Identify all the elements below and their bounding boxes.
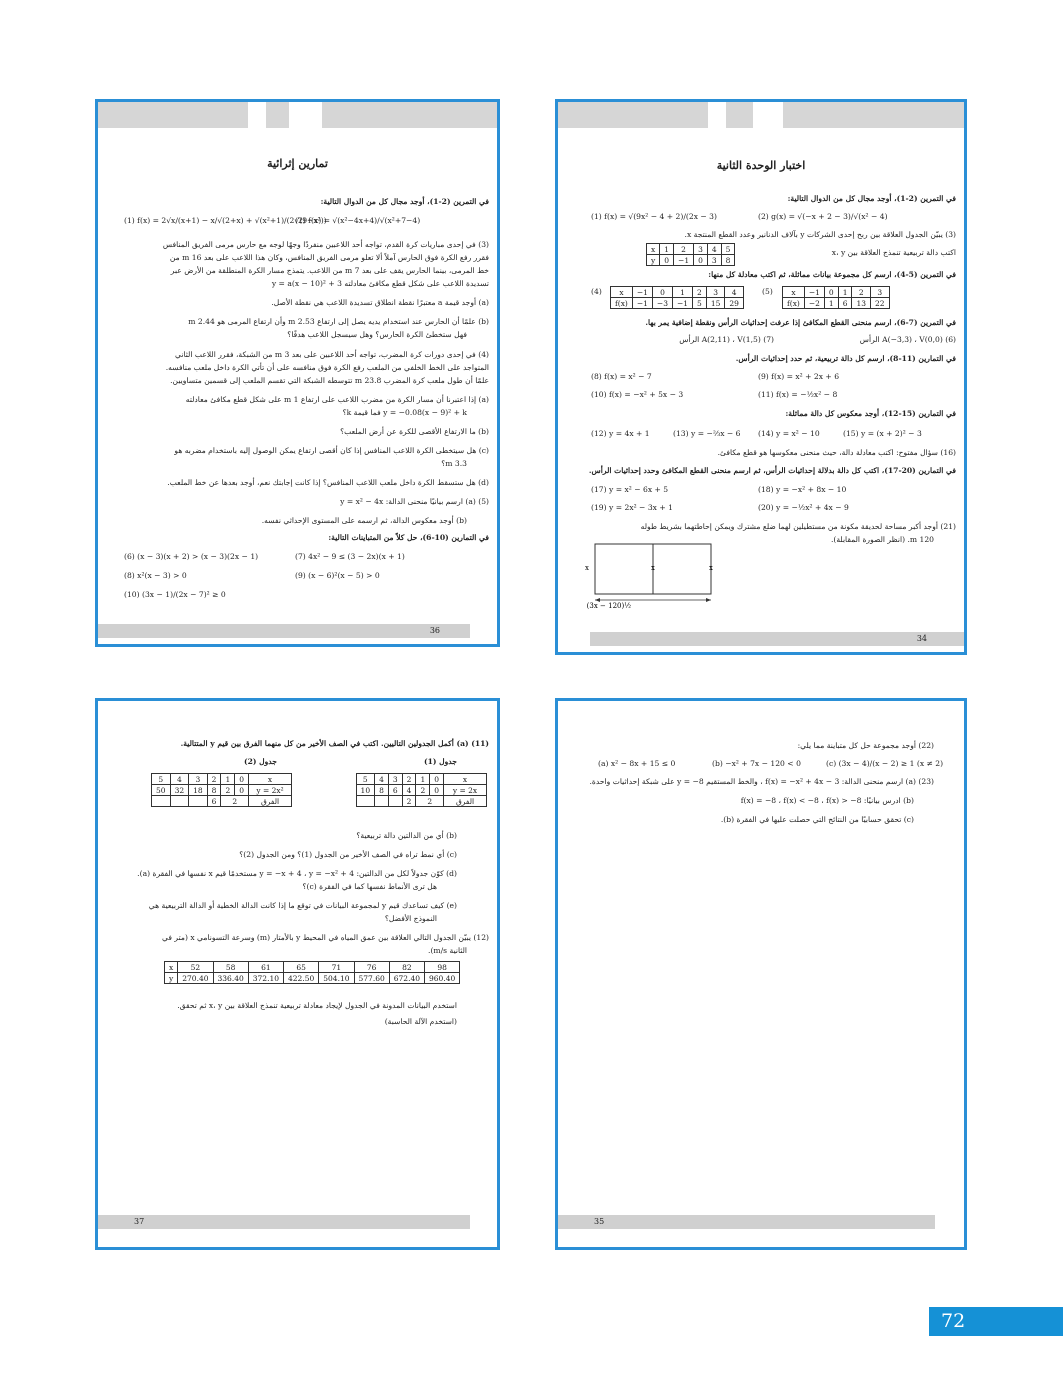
table-cell: 15 (706, 298, 725, 309)
instruction: في التمارين (11-8)، ارسم كل دالة تربيعية، ثم حدد إحداثيات الرأس. (735, 354, 956, 363)
table-cell: 61 (248, 962, 283, 973)
exercise-4-line: علمًا أن طول ملعب كرة المضرب 23.8 m تتوسطه الشبكة التي تقسم الملعب إلى قسمين متساويين. (170, 376, 489, 385)
exercise-3-line: خط المرمى، بينما الحارس يقف على بعد 7 m من اللاعب. يتمذج مسار الكرة المنطلقة من الأرض عبر (170, 266, 489, 275)
table-cell: x (444, 774, 487, 785)
figure-x-left: x (585, 564, 589, 572)
exercise-2: (2) f(x) = √(x²−4x+4)/√(x²+7−4) (295, 216, 421, 225)
exercise-4d: (d) هل ستسقط الكرة داخل ملعب اللاعب المنافس؟ إذا كانت إجابتك نعم، أوجد بعدها عن خط الملعب. (167, 478, 489, 487)
table-cell: −3 (652, 298, 672, 309)
table-cell: 2 (402, 774, 416, 785)
table-cell: 960.40 (425, 973, 460, 984)
table-cell: 2 (221, 796, 249, 807)
page-34 (555, 99, 967, 655)
instruction: في التمرين (2-1)، أوجد مجال كل من الدوال التالية: (787, 194, 956, 203)
inequality: (7) 4x² − 9 ≤ (3 − 2x)(x + 1) (295, 552, 405, 561)
table-cell: 2 (674, 244, 694, 255)
table-cell: 5 (152, 774, 171, 785)
header-bar (726, 102, 753, 128)
table-cell: 29 (725, 298, 744, 309)
table-cell: 6 (388, 785, 402, 796)
table-cell: 1 (824, 298, 838, 309)
header-bar (322, 102, 500, 128)
instruction: في التمارين (10-6)، حل كلاً من المتباينات التالية: (328, 533, 489, 542)
table-cell: 10 (356, 785, 375, 796)
table-cell: 0 (430, 774, 444, 785)
header-bar (783, 102, 967, 128)
table-cell: f(x) (611, 298, 633, 309)
table-cell: 0 (660, 255, 674, 266)
exercise-11d: هل ترى الأنماط نفسها كما في الفقرة (c)؟ (302, 882, 437, 891)
table-cell: الفرق (444, 796, 487, 807)
table-cell: x (611, 287, 633, 298)
table-cell: 3 (694, 244, 708, 255)
instruction: في التمرين (2-1)، أوجد مجال كل من الدوال التالية: (320, 197, 489, 206)
figure-x-right: x (709, 564, 713, 572)
table-cell: 0 (824, 287, 838, 298)
page-number (558, 1215, 935, 1229)
table-cell: 71 (319, 962, 354, 973)
table-cell: 0 (235, 785, 249, 796)
table-cell: 98 (425, 962, 460, 973)
inequality: (9) (x − 6)²(x − 5) > 0 (295, 571, 380, 580)
exercise-4c: 3.3 m؟ (441, 459, 467, 468)
table-cell: x (647, 244, 660, 255)
table-cell: 8 (375, 785, 389, 796)
table-cell: 3 (871, 287, 890, 298)
exercise-17: (17) y = x² − 6x + 5 (591, 485, 669, 494)
header-bar (266, 102, 289, 128)
table-cell: 6 (207, 796, 221, 807)
inequality: (6) (x − 3)(x + 2) > (x − 3)(2x − 1) (124, 552, 259, 561)
table-cell: 4 (707, 244, 721, 255)
table-cell: 3 (706, 287, 725, 298)
page-36 (95, 99, 500, 647)
exercise-5a: (5) (a) ارسم بيانيًا منحنى الدالة: y = x² − 4x (340, 497, 489, 506)
figure-length-label: ½(120 − 3x) (586, 602, 631, 610)
page-title: اختبار الوحدة الثانية (716, 159, 806, 172)
page-number-label: 34 (916, 634, 927, 643)
exercise-3-line: فقرر رفع الكرة فوق الحارس آملاً ألا تعلو مرمى الفريق المنافس، وكان هذا اللاعب على بعد 16 m من (169, 253, 489, 262)
exercise-12-tail: استخدم البيانات المدونة في الجدول لإيجاد معادلة تربيعية تنمذج العلاقة بين x، y ثم تحقق. (177, 1001, 457, 1010)
exercise-12-tail: (استخدم الآلة الحاسبة) (384, 1017, 457, 1026)
table-cell: 336.40 (213, 973, 248, 984)
exercise-15: (15) y = (x + 2)² − 3 (843, 429, 922, 438)
page-number-label: 37 (134, 1217, 145, 1226)
exercise-23a: (23) (a) ارسم منحنى الدالة: f(x) = −x² + 4x − 3 ، والخط المستقيم y = −8 على شبكة إحداثيات واحدة. (589, 777, 934, 786)
exercise-7: (7) A(2,11) ، V(1,5) الرأس (679, 335, 774, 344)
exercise-10: (10) f(x) = −x² + 5x − 3 (591, 390, 684, 399)
table-cell: 0 (694, 255, 708, 266)
exercise-4a: y = −0.08(x − 9)² + k فما قيمة k؟ (342, 408, 467, 417)
exercise-18: (18) y = −x² + 8x − 10 (758, 485, 847, 494)
table-cell: 2 (402, 796, 416, 807)
table-cell: 82 (389, 962, 424, 973)
exercise-12: (12) y = 4x + 1 (591, 429, 650, 438)
table-cell: 0 (235, 774, 249, 785)
table-2 (151, 773, 292, 807)
exercise-3b: (b) علمًا أن الحارس عند استخدام يديه يصل إلى ارتفاع 2.53 m وأن ارتفاع المرمى هو 2.44 m (188, 317, 489, 326)
page-35 (555, 698, 967, 1250)
table-cell: الفرق (249, 796, 292, 807)
exercise-4a: (a) إذا اعتبرنا أن مسار الكرة من مضرب اللاعب على ارتفاع 1 m على شكل قطع مكافئ معادلته (185, 395, 489, 404)
exercise-4-line: (4) في إحدى دورات كرة المضرب، تواجه أحد اللاعبين على بعد 3 m من الشبكة، فقرر اللاعب الثاني (175, 350, 489, 359)
exercise-5b: (b) أوجد معكوس الدالة، ثم ارسمه على المستوى الإحداثي نفسه. (261, 516, 467, 525)
page-number (98, 1215, 470, 1229)
table-cell: −2 (804, 298, 824, 309)
table-cell: 2 (852, 287, 871, 298)
table-cell: 3 (707, 255, 721, 266)
table-cell: 1 (838, 287, 852, 298)
table-cell: 8 (207, 785, 221, 796)
exercise-4-table (610, 286, 744, 309)
exercise-1: (1) f(x) = √(9x² − 4 + 2)/(2x − 3) (591, 212, 717, 221)
header-bar (558, 102, 708, 128)
exercise-11c: (c) أي نمط تراه في الصف الأخير من الجدول (1)؟ ومن الجدول (2)؟ (239, 850, 457, 859)
exercise-11b: (b) أي من الدالتين دالة تربيعية؟ (356, 831, 457, 840)
exercise-11: (11) f(x) = −½x² − 8 (758, 390, 838, 399)
table-cell: 4 (375, 774, 389, 785)
table-cell (375, 796, 389, 807)
exercise-11e: (e) كيف تساعدك قيم y لمجموعة البيانات في توقع ما إذا كانت الدالة الخطية أو الدالة التربيعية هي (148, 901, 457, 910)
table-1-title: جدول (1) (424, 757, 457, 766)
table-cell: 1 (221, 774, 235, 785)
exercise-3-line: (3) يبيّن الجدول العلاقة بين ربح إحدى الشركات y بآلاف الدنانير وعدد القطع المنتجة x. (684, 230, 956, 239)
table-cell: 5 (356, 774, 375, 785)
exercise-4c: (c) هل سيتخطى الكرة اللاعب المنافس إذا كان أقصى ارتفاع يمكن الوصول إليه باستخدام مضربه هو (174, 446, 489, 455)
table-cell: 18 (189, 785, 208, 796)
exercise-3-line: اكتب دالة تربيعية تنمذج العلاقة بين x، y (831, 248, 956, 257)
exercise-3-table (646, 243, 735, 266)
exercise-3a: (a) أوجد قيمة a معتبرًا نقطة انطلاق تسديدة اللاعب هي نقطة الأصل. (271, 298, 489, 307)
inequality: (8) x²(x − 3) > 0 (124, 571, 187, 580)
exercise-12: الثانية m/s). (428, 946, 467, 955)
exercise-21: (21) أوجد أكبر مساحة لحديقة مكونة من مستطيلين لهما ضلع مشترك ويمكن إحاطتهما بشريط طوله (640, 522, 956, 531)
exercise-11e: النموذج الأفضل؟ (384, 914, 437, 923)
instruction: في التمارين (20-17)، اكتب كل دالة بدلالة إحداثيات الرأس، ثم ارسم منحنى القطع المكافئ وحدد إحداثيات الرأس. (588, 466, 956, 475)
exercise-20: (20) y = −½x² + 4x − 9 (758, 503, 849, 512)
figure-x-middle: x (651, 564, 655, 572)
table-cell: 2 (207, 774, 221, 785)
table-cell: x (249, 774, 292, 785)
table-cell: 672.40 (389, 973, 424, 984)
exercise-9: (9) f(x) = x² + 2x + 6 (758, 372, 840, 381)
page-title: تمارين إثرائية (267, 157, 328, 170)
exercise-3-line: تسديدة اللاعب على شكل قطع مكافئ معادلته y = a(x − 10)² + 3 (271, 279, 489, 288)
page-37 (95, 698, 500, 1250)
table-cell: 4 (170, 774, 189, 785)
table-cell: 1 (672, 287, 692, 298)
exercise-4-label: (4) (591, 287, 602, 296)
exercise-23c: (c) تحقق حسابيًا من النتائج التي حصلت عليها في الفقرة (b). (720, 815, 914, 824)
table-cell: 2 (416, 796, 444, 807)
page-number-label: 36 (429, 626, 440, 635)
table-cell (189, 796, 208, 807)
table-cell (170, 796, 189, 807)
exercise-11d: (d) كوّن جدولاً لكل من الدالتين: y = −x + 4 ، y = −x² + 4 مستخدمًا قيم x نفسها في الفقرة (a). (137, 869, 457, 878)
table-cell: 6 (838, 298, 852, 309)
exercise-19: (19) y = 2x² − 3x + 1 (591, 503, 673, 512)
table-cell: y (647, 255, 660, 266)
page-number (590, 632, 967, 646)
table-cell (356, 796, 375, 807)
table-cell: 2 (221, 785, 235, 796)
exercise-16: (16) سؤال مفتوح: اكتب معادلة دالة، حيث منحنى معكوسها هو قطع مكافئ. (717, 448, 956, 457)
exercise-13: (13) y = −⅔x − 6 (673, 429, 741, 438)
table-cell: 52 (178, 962, 213, 973)
instruction: في التمرين (7-6)، ارسم منحنى القطع المكافئ إذا عرفت إحداثيات الرأس ونقطة إضافية يمر بها. (645, 318, 956, 327)
table-cell: 577.60 (354, 973, 389, 984)
exercise-1: (1) f(x) = 2√x/(x+1) − x/√(2+x) + √(x²+1)/(2√(9−x²)) (124, 216, 327, 225)
instruction: في التمارين (15-12)، أوجد معكوس كل دالة مماثلة: (785, 409, 956, 418)
exercise-22a: (a) x² − 8x + 15 ≤ 0 (598, 759, 676, 768)
table-cell: x (165, 962, 178, 973)
table-cell: y (165, 973, 178, 984)
table-cell: 422.50 (284, 973, 319, 984)
tsunami-table (164, 961, 460, 984)
exercise-22: (22) أوجد مجموعة حل كل متباينة مما يلي: (797, 741, 934, 750)
exercise-3-line: (3) في إحدى مباريات كرة القدم، تواجه أحد اللاعبين منفردًا وجهًا لوجه مع حارس مرمى الفريق المنافس (162, 240, 489, 249)
table-cell (152, 796, 171, 807)
table-cell: 4 (402, 785, 416, 796)
book-page-number: 72 (929, 1307, 1063, 1336)
table-cell: −1 (674, 255, 694, 266)
table-cell: 65 (284, 962, 319, 973)
table-cell: 8 (721, 255, 735, 266)
table-cell: 32 (170, 785, 189, 796)
table-cell: 4 (725, 287, 744, 298)
exercise-8: (8) f(x) = x² − 7 (591, 372, 652, 381)
exercise-22b: (b) −x² + 7x − 120 < 0 (712, 759, 801, 768)
exercise-4b: (b) ما الارتفاع الأقصى للكرة عن أرض الملعب؟ (340, 427, 489, 436)
page-number-label: 35 (594, 1217, 605, 1226)
table-cell: 3 (189, 774, 208, 785)
table-cell: −1 (632, 287, 652, 298)
exercise-5-table (782, 286, 890, 309)
exercise-4-line: المتواجد على الخط الخلفي من الملعب رفع الكرة فوق منافسه على أن تأتي الكرة داخل ملعب منافسه. (165, 363, 489, 372)
table-cell: −1 (632, 298, 652, 309)
page-number (98, 624, 470, 638)
exercise-22c: (c) (3x − 4)/(x − 2) ≥ 1 (x ≠ 2) (826, 759, 944, 768)
table-cell: 76 (354, 962, 389, 973)
table-cell: 504.10 (319, 973, 354, 984)
table-cell: 58 (213, 962, 248, 973)
table-2-title: جدول (2) (244, 757, 277, 766)
exercise-3b: فهل ستخطئ الكرة الحارس؟ وهل سيسجل اللاعب هدفًا؟ (287, 330, 467, 339)
header-bar (98, 102, 248, 128)
table-cell: 0 (652, 287, 672, 298)
table-cell (388, 796, 402, 807)
table-cell: 1 (660, 244, 674, 255)
garden-figure (583, 542, 723, 610)
table-cell: 1 (416, 774, 430, 785)
table-cell: 2 (416, 785, 430, 796)
exercise-2: (2) g(x) = √(−x + 2 − 3)/√(x² − 4) (758, 212, 888, 221)
table-cell: 5 (693, 298, 707, 309)
table-cell: −1 (804, 287, 824, 298)
exercise-23b: (b) ادرس بيانيًا: f(x) = −8 ، f(x) < −8 ، f(x) > −8 (740, 796, 914, 805)
table-cell: y = 2x² (249, 785, 292, 796)
exercise-11-intro: (11) (a) أكمل الجدولين التاليين. اكتب في الصف الأخير من كل منهما الفرق بين قيم y المتتالية. (180, 739, 489, 748)
table-cell: 2 (693, 287, 707, 298)
table-cell: 13 (852, 298, 871, 309)
table-cell: y = 2x (444, 785, 487, 796)
table-1 (356, 773, 487, 807)
table-cell: −1 (672, 298, 692, 309)
table-cell: 5 (721, 244, 735, 255)
table-cell: 0 (430, 785, 444, 796)
instruction: في التمرين (5-4)، ارسم كل مجموعة بيانات مماثلة، ثم اكتب معادلة كل منها: (708, 270, 956, 279)
table-cell: 270.40 (178, 973, 213, 984)
exercise-6: (6) A(−3,3) ، V(0,0) الرأس (859, 335, 956, 344)
exercise-5-label: (5) (762, 287, 773, 296)
table-cell: f(x) (783, 298, 805, 309)
table-cell: 22 (871, 298, 890, 309)
inequality: (10) (3x − 1)/(2x − 7)² ≥ 0 (124, 590, 226, 599)
exercise-21: 120 m. (انظر الصورة المقابلة). (830, 535, 934, 544)
exercise-14: (14) y = x² − 10 (758, 429, 820, 438)
table-cell: 50 (152, 785, 171, 796)
exercise-12: (12) يبيّن الجدول التالي العلاقة بين عمق المياه في المحيط y بالأمتار (m) وسرعة التسونامي x (متر في (162, 933, 489, 942)
table-cell: x (783, 287, 805, 298)
table-cell: 3 (388, 774, 402, 785)
table-cell: 372.10 (248, 973, 283, 984)
